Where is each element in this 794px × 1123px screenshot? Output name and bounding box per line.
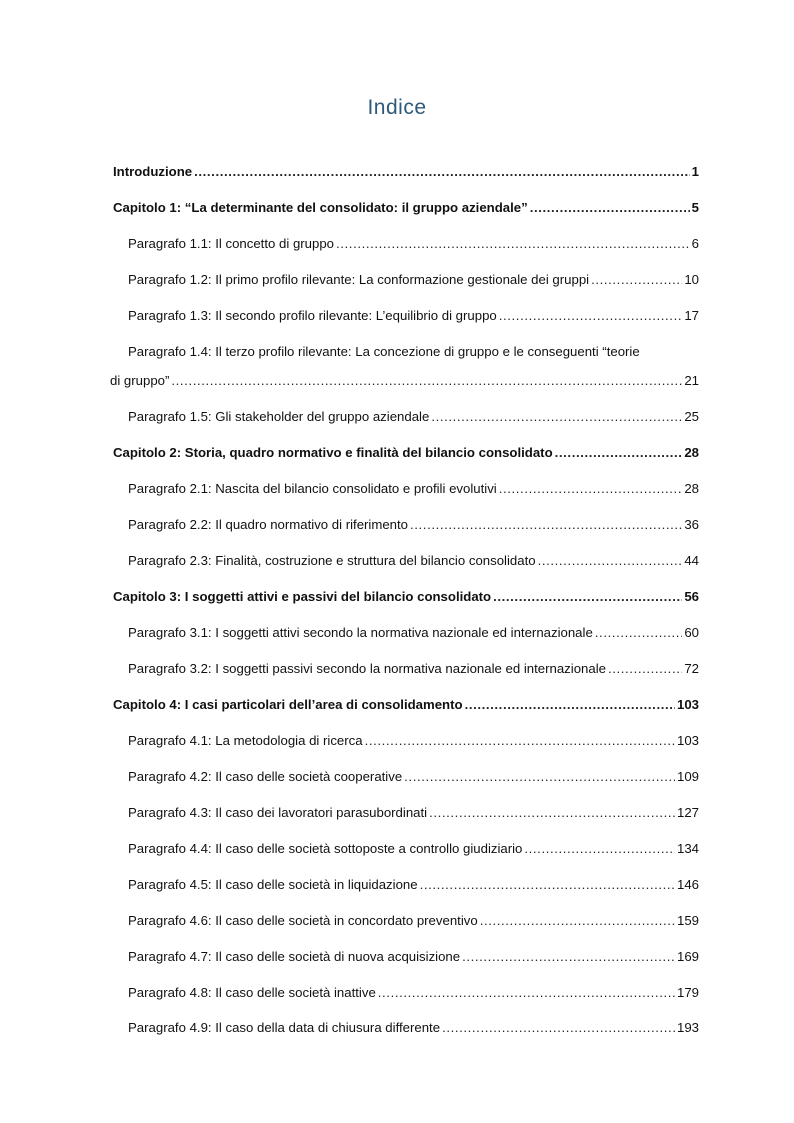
toc-entry-paragrafo-1-5[interactable] bbox=[128, 409, 699, 425]
leader-dots bbox=[608, 661, 682, 677]
toc-entry-paragrafo-4-9[interactable] bbox=[128, 1020, 699, 1036]
toc-label: Paragrafo 3.2: I soggetti passivi secondo la normativa nazionale ed internazionale bbox=[128, 661, 606, 676]
toc-page-number: 28 bbox=[684, 445, 699, 460]
leader-dots bbox=[524, 841, 675, 857]
toc-page-number: 169 bbox=[676, 949, 699, 964]
toc-label: Paragrafo 4.5: Il caso delle società in liquidazione bbox=[128, 877, 418, 892]
toc-label: Paragrafo 3.1: I soggetti attivi secondo la normativa nazionale ed internazionale bbox=[128, 625, 593, 640]
toc-label: Capitolo 3: I soggetti attivi e passivi del bilancio consolidato bbox=[113, 589, 492, 604]
leader-dots bbox=[194, 164, 690, 180]
toc-entry-capitolo-2[interactable] bbox=[113, 445, 699, 461]
toc-entry-paragrafo-1-4[interactable] bbox=[110, 373, 699, 389]
toc-entry-paragrafo-2-3[interactable] bbox=[128, 553, 699, 569]
toc-page-number: 6 bbox=[691, 236, 699, 251]
leader-dots bbox=[465, 697, 675, 713]
toc-label: Paragrafo 2.3: Finalità, costruzione e struttura del bilancio consolidato bbox=[128, 553, 536, 568]
toc-entry-paragrafo-4-8[interactable] bbox=[128, 985, 699, 1001]
toc-page-number: 17 bbox=[684, 308, 699, 323]
toc-entry-capitolo-4[interactable] bbox=[113, 697, 699, 713]
leader-dots bbox=[378, 985, 675, 1001]
leader-dots bbox=[429, 805, 675, 821]
toc-page-number: 134 bbox=[676, 841, 699, 856]
leader-dots bbox=[480, 913, 675, 929]
leader-dots bbox=[420, 877, 675, 893]
toc-entry-paragrafo-4-2[interactable] bbox=[128, 769, 699, 785]
toc-label: Paragrafo 1.2: Il primo profilo rilevante: La conformazione gestionale dei gruppi bbox=[128, 272, 590, 287]
leader-dots bbox=[555, 445, 683, 461]
toc-page-number: 103 bbox=[676, 733, 699, 748]
leader-dots bbox=[493, 589, 682, 605]
toc-label: Capitolo 4: I casi particolari dell’area di consolidamento bbox=[113, 697, 463, 712]
leader-dots bbox=[538, 553, 683, 569]
toc-entry-paragrafo-4-1[interactable] bbox=[128, 733, 699, 749]
toc-label: Paragrafo 4.1: La metodologia di ricerca bbox=[128, 733, 363, 748]
toc-label: Capitolo 1: “La determinante del consolidato: il gruppo aziendale” bbox=[113, 200, 528, 215]
toc-entry-introduzione[interactable] bbox=[113, 164, 699, 180]
toc-page-number: 1 bbox=[691, 164, 699, 179]
toc-page-number: 36 bbox=[684, 517, 699, 532]
toc-entry-paragrafo-1-1[interactable] bbox=[128, 236, 699, 252]
toc-entry-paragrafo-1-2[interactable] bbox=[128, 272, 699, 288]
toc-label: Paragrafo 4.3: Il caso dei lavoratori parasubordinati bbox=[128, 805, 428, 820]
toc-entry-capitolo-1[interactable] bbox=[113, 200, 699, 216]
leader-dots bbox=[365, 733, 675, 749]
leader-dots bbox=[442, 1020, 675, 1036]
toc-entry-paragrafo-1-3[interactable] bbox=[128, 308, 699, 324]
leader-dots bbox=[530, 200, 690, 216]
toc-page-number: 28 bbox=[684, 481, 699, 496]
toc-entry-paragrafo-4-4[interactable] bbox=[128, 841, 699, 857]
toc-entry-capitolo-3[interactable] bbox=[113, 589, 699, 605]
toc-label: Paragrafo 1.1: Il concetto di gruppo bbox=[128, 236, 335, 251]
leader-dots bbox=[336, 236, 690, 252]
toc-entry-paragrafo-4-7[interactable] bbox=[128, 949, 699, 965]
toc-page-number: 21 bbox=[684, 373, 699, 388]
toc-page-number: 127 bbox=[676, 805, 699, 820]
toc-entry-paragrafo-4-5[interactable] bbox=[128, 877, 699, 893]
leader-dots bbox=[591, 272, 682, 288]
toc-entry-paragrafo-2-1[interactable] bbox=[128, 481, 699, 497]
leader-dots bbox=[171, 373, 682, 389]
toc-page-number: 60 bbox=[684, 625, 699, 640]
toc-page-number: 179 bbox=[676, 985, 699, 1000]
leader-dots bbox=[462, 949, 675, 965]
toc-page-number: 25 bbox=[684, 409, 699, 424]
toc-page-number: 193 bbox=[676, 1020, 699, 1035]
toc-label: Paragrafo 4.9: Il caso della data di chiusura differente bbox=[128, 1020, 441, 1035]
page-title: Indice bbox=[367, 96, 427, 119]
toc-entry-paragrafo-3-1[interactable] bbox=[128, 625, 699, 641]
toc-label: Paragrafo 4.6: Il caso delle società in concordato preventivo bbox=[128, 913, 478, 928]
toc-label: Capitolo 2: Storia, quadro normativo e finalità del bilancio consolidato bbox=[113, 445, 553, 460]
toc-label: Paragrafo 1.5: Gli stakeholder del gruppo aziendale bbox=[128, 409, 430, 424]
toc-page-number: 109 bbox=[676, 769, 699, 784]
toc-entry-paragrafo-4-6[interactable] bbox=[128, 913, 699, 929]
toc-page-number: 5 bbox=[691, 200, 699, 215]
toc-label: Paragrafo 1.3: Il secondo profilo rilevante: L’equilibrio di gruppo bbox=[128, 308, 497, 323]
leader-dots bbox=[410, 517, 682, 533]
leader-dots bbox=[404, 769, 675, 785]
leader-dots bbox=[499, 308, 683, 324]
toc-label: Paragrafo 4.7: Il caso delle società di nuova acquisizione bbox=[128, 949, 461, 964]
toc-page-number: 159 bbox=[676, 913, 699, 928]
toc-label: Paragrafo 4.8: Il caso delle società inattive bbox=[128, 985, 376, 1000]
toc-page-number: 146 bbox=[676, 877, 699, 892]
toc-label: di gruppo” bbox=[110, 373, 170, 388]
toc-label: Paragrafo 4.2: Il caso delle società cooperative bbox=[128, 769, 403, 784]
toc-entry-paragrafo-2-2[interactable] bbox=[128, 517, 699, 533]
toc-entry-paragrafo-1-4-line-1[interactable]: Paragrafo 1.4: Il terzo profilo rilevante: La concezione di gruppo e le conseguenti “teorie bbox=[128, 344, 640, 359]
toc-entry-paragrafo-4-3[interactable] bbox=[128, 805, 699, 821]
toc-label: Introduzione bbox=[113, 164, 193, 179]
leader-dots bbox=[499, 481, 683, 497]
toc-page-number: 72 bbox=[684, 661, 699, 676]
toc-label: Paragrafo 2.2: Il quadro normativo di riferimento bbox=[128, 517, 409, 532]
toc-page-number: 10 bbox=[684, 272, 699, 287]
leader-dots bbox=[431, 409, 682, 425]
leader-dots bbox=[595, 625, 683, 641]
toc-entry-paragrafo-3-2[interactable] bbox=[128, 661, 699, 677]
toc-page-number: 44 bbox=[684, 553, 699, 568]
toc-label: Paragrafo 2.1: Nascita del bilancio consolidato e profili evolutivi bbox=[128, 481, 497, 496]
toc-label: Paragrafo 4.4: Il caso delle società sottoposte a controllo giudiziario bbox=[128, 841, 523, 856]
toc-page-number: 56 bbox=[684, 589, 699, 604]
toc-page-number: 103 bbox=[676, 697, 699, 712]
